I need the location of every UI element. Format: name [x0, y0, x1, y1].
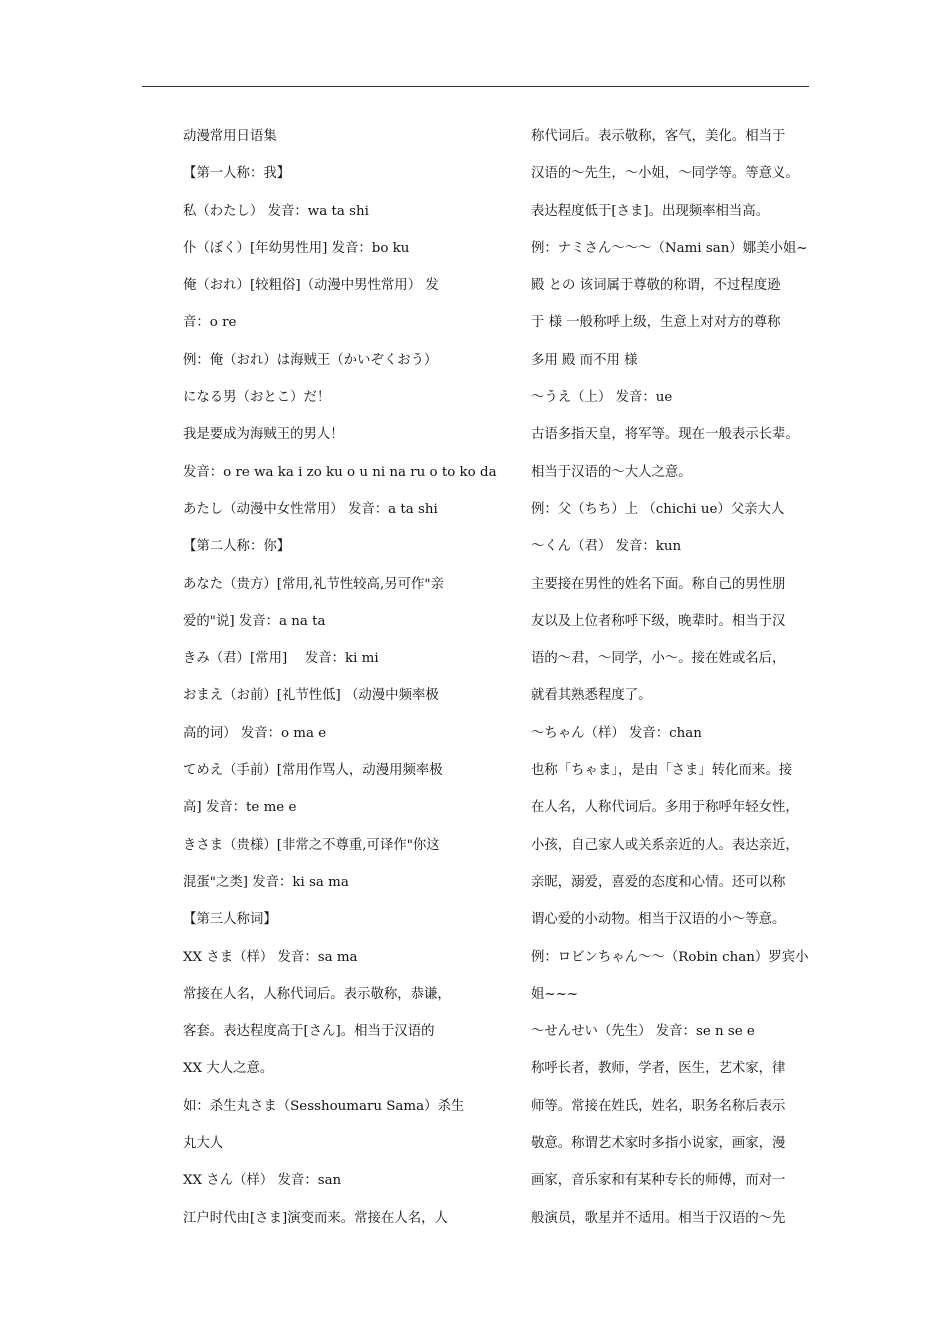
text-line: XX 大人之意。: [183, 1061, 274, 1077]
text-line: 小孩，自己家人或关系亲近的人。表达亲近，: [531, 837, 799, 853]
text-line: XX さま（样） 发音：sa ma: [183, 949, 358, 965]
text-line: 例：父（ちち）上 （chichi ue）父亲大人: [531, 501, 785, 517]
text-line: ～せんせい（先生） 发音：se n se e: [531, 1024, 755, 1040]
text-line: ～くん（君） 发音：kun: [531, 539, 682, 555]
text-line: 俺（おれ）[较粗俗]（动漫中男性常用） 发: [183, 278, 439, 294]
text-line: 相当于汉语的～大人之意。: [531, 464, 692, 480]
text-line: になる男（おとこ）だ！: [183, 390, 331, 406]
text-line: 发音：o re wa ka i zo ku o u ni na ru o to ko da: [183, 464, 497, 480]
text-line: 例：ロビンちゃん～～（Robin chan）罗宾小: [531, 949, 809, 965]
text-line: 称呼长者，教师，学者，医生，艺术家，律: [531, 1061, 786, 1077]
text-line: 丸大人: [183, 1136, 224, 1152]
text-line: 谓心爱的小动物。相当于汉语的小～等意。: [531, 912, 786, 928]
text-line: 姐~~~: [531, 986, 579, 1002]
text-line: おまえ（お前）[礼节性低] （动漫中频率极: [183, 688, 439, 704]
text-line: 客套。表达程度高于[さん]。相当于汉语的: [183, 1024, 435, 1040]
text-line: ～うえ（上） 发音：ue: [531, 390, 673, 406]
text-line: 如：杀生丸さま（Sesshoumaru Sama）杀生: [183, 1098, 465, 1114]
text-line: 汉语的～先生，～小姐，～同学等。等意义。: [531, 166, 799, 182]
text-line: 仆（ぼく）[年幼男性用] 发音：bo ku: [183, 240, 410, 256]
left-column: [183, 118, 497, 1237]
text-line: 例：俺（おれ）は海贼王（かいぞくおう）: [183, 352, 438, 368]
text-line: 古语多指天皇，将军等。现在一般表示长辈。: [531, 427, 799, 443]
text-line: きみ（君）[常用] 发音：ki mi: [183, 651, 379, 667]
text-line: 多用 殿 而不用 様: [531, 352, 638, 368]
text-line: 在人名，人称代词后。多用于称呼年轻女性，: [531, 800, 799, 816]
text-line: 友以及上位者称呼下级，晚辈时。相当于汉: [531, 613, 786, 629]
header-rule: [142, 86, 809, 87]
text-line: 语的～君，～同学，小～。接在姓或名后，: [531, 651, 786, 667]
text-line: 高] 发音：te me e: [183, 800, 297, 816]
text-line: 于 様 一般称呼上级，生意上对对方的尊称: [531, 315, 781, 331]
text-line: 爱的"说] 发音：a na ta: [183, 613, 326, 629]
text-line: 就看其熟悉程度了。: [531, 688, 652, 704]
text-line: 敬意。称谓艺术家时多指小说家，画家，漫: [531, 1136, 786, 1152]
text-line: 江户时代由[さま]演变而来。常接在人名，人: [183, 1210, 448, 1226]
text-line: きさま（贵様）[非常之不尊重,可译作"你这: [183, 837, 440, 853]
text-line: 也称「ちゃま」，是由「さま」转化而来。接: [531, 763, 793, 779]
section-heading-first-person: 【第一人称：我】: [183, 166, 291, 182]
text-line: あなた（贵方）[常用,礼节性较高,另可作"亲: [183, 576, 444, 592]
text-line: 师等。常接在姓氏，姓名，职务名称后表示: [531, 1098, 786, 1114]
text-line: 亲昵，溺爱，喜爱的态度和心情。还可以称: [531, 874, 786, 890]
text-line: ～ちゃん（样） 发音：chan: [531, 725, 702, 741]
text-line: 殿 との 该词属于尊敬的称谓，不过程度逊: [531, 278, 781, 294]
text-line: 混蛋"之类] 发音：ki sa ma: [183, 874, 349, 890]
text-line: 表达程度低于[さま]。出现频率相当高。: [531, 203, 770, 219]
text-line: 般演员，歌星并不适用。相当于汉语的～先: [531, 1210, 786, 1226]
text-line: XX さん（样） 发音：san: [183, 1173, 342, 1189]
text-line: 例：ナミさん～～～（Nami san）娜美小姐~: [531, 240, 808, 256]
document-title: 动漫常用日语集: [183, 129, 277, 144]
right-column: [531, 118, 811, 1237]
text-line: 高的词） 发音：o ma e: [183, 725, 327, 741]
section-heading-second-person: 【第二人称：你】: [183, 539, 291, 555]
text-line: 称代词后。表示敬称，客气，美化。相当于: [531, 129, 786, 144]
text-line: てめえ（手前）[常用作骂人，动漫用频率极: [183, 763, 443, 779]
section-heading-third-person: 【第三人称词】: [183, 912, 277, 928]
text-line: 音：o re: [183, 315, 237, 331]
text-line: 主要接在男性的姓名下面。称自己的男性朋: [531, 576, 786, 592]
text-line: あたし（动漫中女性常用） 发音：a ta shi: [183, 501, 438, 517]
text-line: 常接在人名，人称代词后。表示敬称，恭谦，: [183, 986, 451, 1002]
text-line: 私（わたし） 发音：wa ta shi: [183, 203, 369, 219]
text-line: 画家，音乐家和有某种专长的师傅，而对一: [531, 1173, 786, 1189]
text-line: 我是要成为海贼王的男人！: [183, 427, 344, 443]
